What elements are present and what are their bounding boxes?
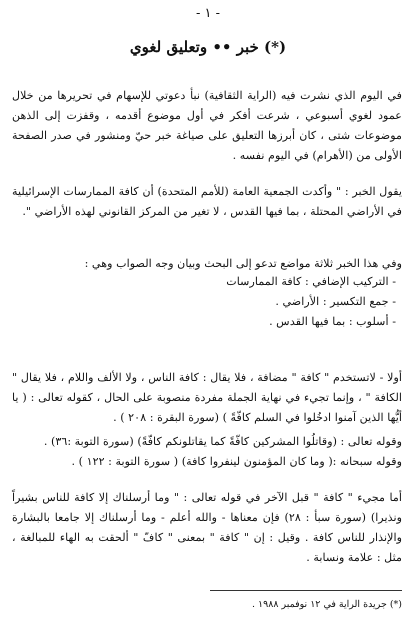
paragraph-first-point: أولا - لاتستخدم " كافة " مضافة ، فلا يقال : كافة الناس ، ولا الألف واللام ، فلا يقال " الكافة " ، وإنما تجيء في نهاية الجملة مفردة منصوبة على الحال ، كقوله تعالى : ( يا أيُّها الذين آمنوا ادخُلوا في السلم كافّةً ) (سورة البقرة : ٢٠٨ ) . [12, 371, 402, 424]
paragraph-verse-tawba-36: وقوله تعالى : (وقاتلُوا المشركين كافّةً كما يقاتلونكم كافّةً) (سورة التوبة :٣٦) . [43, 435, 402, 448]
page-number: - ١ - [195, 6, 221, 21]
paragraph-intro: في اليوم الذي نشرت فيه (الراية الثقافية) نبأ دعوتي للإسهام في تحريرها من خلال عمود لغوي أسبوعي ، شرعت أفكر في أول موضوع أقدمه ، وقفزت إلى الذهن موضوعات شتى ، كان أبرزها التعليق على صياغة خبر حيّ ومنشور في صدر الصفحة الأولى من (الأهرام) في اليوم نفسه . [12, 89, 402, 162]
points-list [12, 272, 396, 332]
footnote: (*) جريدة الراية في ١٢ نوفمبر ١٩٨٨ . [252, 599, 402, 610]
paragraph-points-intro: وفي هذا الخبر ثلاثة مواضع تدعو إلى البحث وبيان وجه الصواب وهي : [84, 257, 402, 270]
paragraph-verse-tawba-122: وقوله سبحانه :( وما كان المؤمنون لينفروا كافة) ( سورة التوبة : ١٢٢ ) . [71, 455, 402, 468]
article-title: خبر •• وتعليق لغوي (*) [129, 38, 287, 56]
paragraph-news-quote: يقول الخبر : " وأكدت الجمعية العامة (للأمم المتحدة) أن كافة الممارسات الإسرائيلية في الأراضي المحتلة ، بما فيها القدس ، لا تغير من المركز القانوني لهذه الأراضي ". [12, 185, 402, 218]
list-item: - التركيب الإضافي : كافة الممارسات [226, 275, 396, 288]
footnote-divider [210, 590, 402, 591]
paragraph-saba-verse: أما مجيء " كافة " قبل الآخر في قوله تعالى : " وما أرسلناك إلا كافة للناس بشيراً ونذيرا) (سورة سبأ : ٢٨) فإن معناها - والله أعلم - وما أرسلناك إلا جامعا بالبشارة والإنذار للناس كافة . وقيل : إن " كافة " بمعنى " كافّ " ألحقت به الهاء للمبالغة ، مثل : علامة ونسابة . [12, 491, 402, 564]
list-item: - أسلوب : بما فيها القدس . [269, 315, 396, 328]
list-item: - جمع التكسير : الأراضي . [275, 295, 396, 308]
